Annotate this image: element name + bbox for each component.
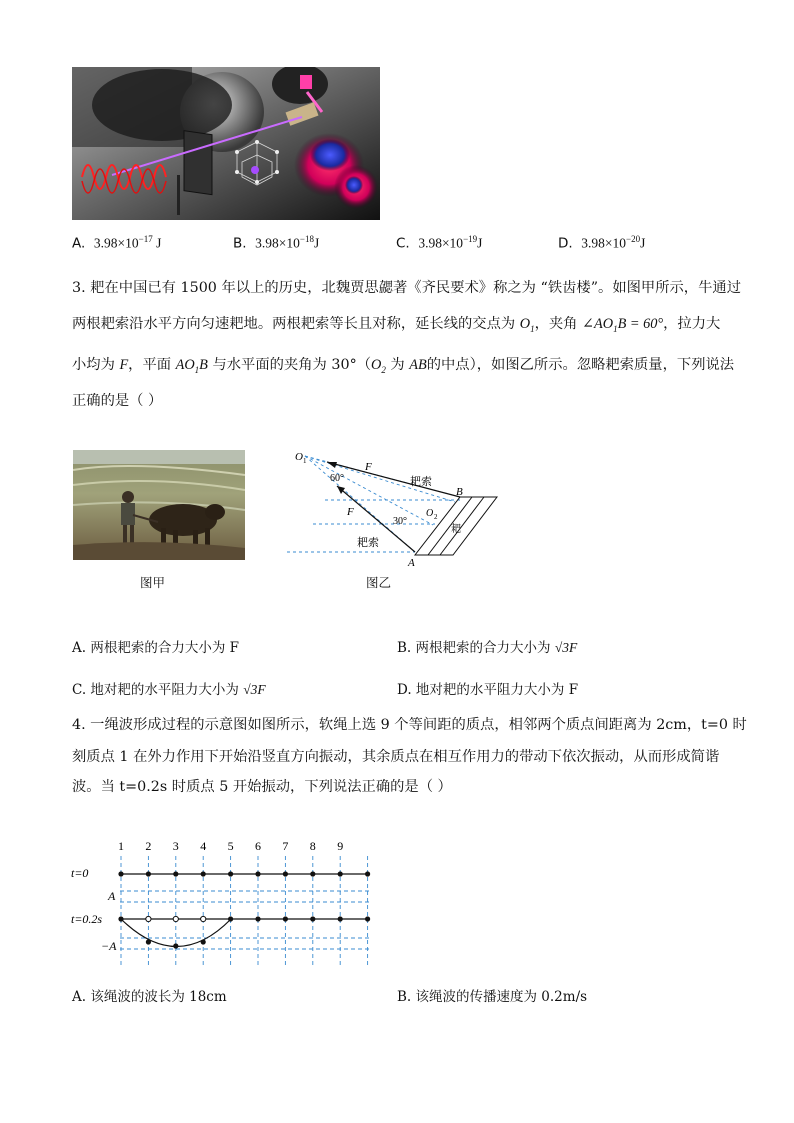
particle-t02 (310, 916, 315, 921)
svg-text:O: O (295, 451, 303, 463)
particle-t0 (201, 871, 206, 876)
q3-option-b[interactable]: B. 两根耙索的合力大小为 √3F (397, 640, 578, 656)
svg-text:1: 1 (303, 457, 307, 465)
svg-text:耙索: 耙索 (410, 475, 432, 488)
point-label: 9 (337, 839, 344, 853)
svg-text:耙索: 耙索 (357, 536, 379, 549)
particle-t0 (118, 871, 123, 876)
rope-wave-diagram (68, 834, 388, 970)
farmer-ox-photo (73, 450, 245, 560)
neg-amp-label: −A (101, 939, 117, 953)
point-label: 3 (172, 839, 179, 853)
particle-t02 (255, 916, 260, 921)
displaced-particle (146, 939, 151, 944)
svg-text:2: 2 (434, 513, 438, 521)
svg-text:F: F (347, 506, 354, 518)
svg-text:F: F (365, 461, 372, 473)
q2-option-a[interactable]: A. $3.98\times 10^{-17}$ J (72, 234, 162, 252)
point-label: 4 (200, 839, 207, 853)
point-label: 2 (145, 839, 152, 853)
force-diagram (285, 448, 505, 573)
t02-label: t=0.2s (71, 912, 103, 926)
particle-t0 (338, 871, 343, 876)
particle-t0 (365, 871, 370, 876)
particle-t02 (118, 916, 123, 921)
q3-option-c[interactable]: C. 地对耙的水平阻力大小为 √3F (72, 682, 266, 698)
q4-option-b[interactable]: B. 该绳波的传播速度为 0.2m/s (397, 989, 588, 1005)
q4-line-3: 波。当 t=0.2s 时质点 5 开始振动，下列说法正确的是（ ） (72, 779, 452, 795)
point-label: 1 (118, 839, 124, 853)
displaced-particle (201, 939, 206, 944)
fig-yi-caption: 图乙 (366, 575, 392, 590)
svg-text:O: O (426, 508, 434, 519)
particle-t0 (283, 871, 288, 876)
displaced-particle (173, 943, 178, 948)
q2-option-d[interactable]: D. $3.98\times 10^{-20}J$ (558, 234, 646, 252)
q3-option-d[interactable]: D. 地对耙的水平阻力大小为 F (397, 682, 579, 698)
particle-t02 (173, 916, 178, 921)
particle-t0 (255, 871, 260, 876)
point-label: 7 (282, 839, 289, 853)
particle-t02 (365, 916, 370, 921)
q3-line-2: 两根耙索沿水平方向匀速耙地。两根耙索等长且对称，延长线的交点为 $O_1$，夹角 $\angle AO_1B = 60^\circ$，拉力大 (72, 316, 721, 334)
q4-line-1: 4. 一绳波形成过程的示意图如图所示，软绳上选 9 个等间距的质点，相邻两个质点间距离为 2cm，t=0 时 (72, 717, 747, 733)
svg-text:60°: 60° (330, 473, 344, 484)
t0-label: t=0 (71, 866, 89, 880)
sqrt3f-b: √3F (554, 640, 578, 655)
q4-option-a[interactable]: A. 该绳波的波长为 18cm (72, 989, 227, 1005)
particle-t0 (228, 871, 233, 876)
symbol-o2: $O_2$ (371, 357, 386, 375)
svg-text:B: B (456, 486, 463, 498)
sqrt3f-c: √3F (243, 682, 266, 697)
point-label: 8 (309, 839, 316, 853)
amp-label: A (108, 889, 116, 903)
q2-option-c[interactable]: C. $3.98\times 10^{-19}J$ (396, 234, 483, 252)
point-label: 5 (227, 839, 234, 853)
particle-t02 (201, 916, 206, 921)
q2-option-b[interactable]: B. $3.98\times 10^{-18}J$ (233, 234, 320, 252)
particle-t0 (310, 871, 315, 876)
segment-ab: AB (409, 357, 427, 373)
svg-text:耙: 耙 (451, 524, 461, 535)
symbol-o1: $O_1$ (519, 316, 535, 334)
q3-line-3: 小均为 F，平面 $AO_1B$ 与水平面的夹角为 $30^\circ(O_2$ 为 AB的中点），如图乙所示。忽略耙索质量，下列说法 (72, 357, 735, 375)
particle-t02 (338, 916, 343, 921)
symbol-f: F (119, 357, 129, 373)
angle-formula: $\angle AO_1B = 60^\circ$ (582, 316, 664, 334)
fig-jia-caption: 图甲 (140, 575, 166, 590)
svg-text:A: A (408, 557, 415, 569)
particle-t0 (146, 871, 151, 876)
particle-t02 (146, 916, 151, 921)
plane-ao1b: $AO_1B$ (175, 357, 208, 375)
q4-line-2: 刻质点 1 在外力作用下开始沿竖直方向振动，其余质点在相互作用力的带动下依次振动，从而形成简谐 (72, 749, 720, 765)
q3-line-4: 正确的是（ ） (72, 393, 163, 409)
q3-line-1: 3. 耙在中国已有 1500 年以上的历史，北魏贾思勰著《齐民要术》称之为 “铁齿楼”。如图甲所示，牛通过 (72, 280, 741, 296)
particle-t0 (173, 871, 178, 876)
laser-experiment-image (72, 67, 380, 220)
q3-option-a[interactable]: A. 两根耙索的合力大小为 F (72, 640, 239, 656)
particle-t02 (283, 916, 288, 921)
point-label: 6 (255, 839, 261, 853)
particle-t02 (228, 916, 233, 921)
svg-text:30°: 30° (393, 516, 407, 527)
